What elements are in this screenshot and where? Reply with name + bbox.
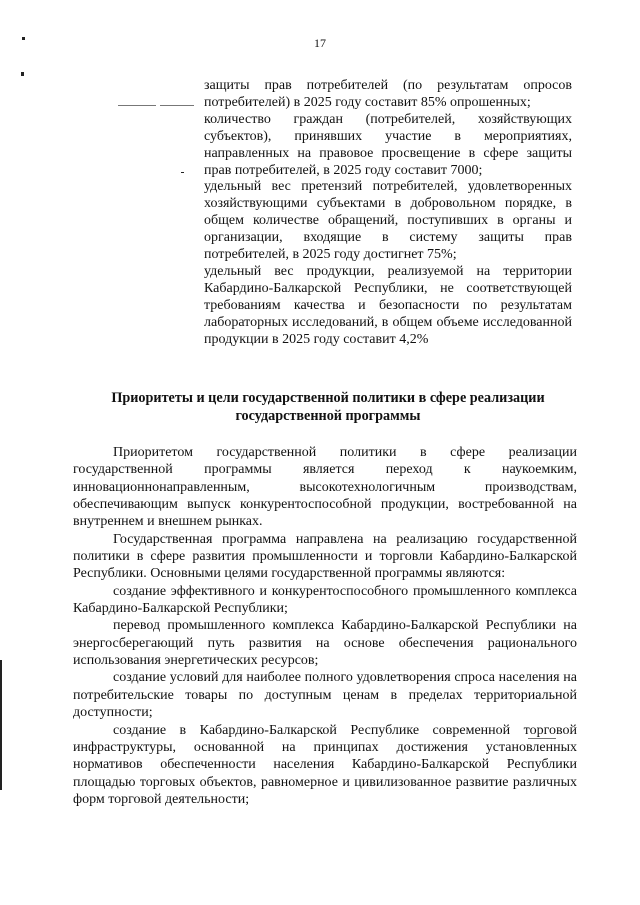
target-indicators-list <box>204 78 572 349</box>
section-heading <box>80 390 576 425</box>
scan-edge <box>0 660 2 790</box>
indicator-item: защиты прав потребителей (по результатам опросов потребителей) в 2025 году составит 85% опрошенных; <box>204 78 572 110</box>
scan-mark <box>118 105 156 106</box>
paragraph: создание эффективного и конкурентоспособного промышленного комплекса Кабардино-Балкарской Республики; <box>73 583 577 617</box>
paragraph: создание в Кабардино-Балкарской Республике современной торговой инфраструктуры, основанной на принципах достижения установленных нормативов обеспеченности населения Кабардино-Балкарской Республики площадью торговых объектов, равномерное и цивилизованное развитие различных форм торговой деятельности; <box>73 722 577 807</box>
scan-mark <box>181 172 184 173</box>
section-heading-line: государственной программы <box>235 407 421 424</box>
indicator-item: удельный вес продукции, реализуемой на территории Кабардино-Балкарской Республики, не соответствующей требованиям качества и безопасности по результатам лабораторных исследований, в общем объеме исследованной продукции в 2025 году составит 4,2% <box>204 263 572 347</box>
paragraph: создание условий для наиболее полного удовлетворения спроса населения на потребительские товары по доступным ценам в пределах территориальной доступности; <box>73 670 577 721</box>
paragraph: перевод промышленного комплекса Кабардино-Балкарской Республики на энергосберегающий путь развития на основе обеспечения рационального использования энергетических ресурсов; <box>73 618 577 669</box>
scan-mark <box>160 105 194 106</box>
scan-mark <box>21 72 24 76</box>
paragraph: Государственная программа направлена на реализацию государственной политики в сфере развития промышленности и торговли Кабардино-Балкарской Республики. Основными целями государственной программы являются: <box>73 531 577 582</box>
body-text <box>73 444 577 808</box>
indicator-item: удельный вес претензий потребителей, удовлетворенных хозяйствующими субъектами в добровольном порядке, в общем количестве обращений, поступивших в органы и организации, входящие в систему защиты прав потребителей, в 2025 году достигнет 75%; <box>204 179 572 263</box>
page-number: 17 <box>314 36 326 50</box>
section-heading-line: Приоритеты и цели государственной политики в сфере реализации <box>111 390 545 406</box>
paragraph: Приоритетом государственной политики в сфере реализации государственной программы является переход к наукоемким, инновационнонаправленным, высокотехнологичным производствам, обеспечивающим выпуск конкурентоспособной продукции, востребованной на внутреннем и внешнем рынках. <box>73 445 577 530</box>
indicator-item: количество граждан (потребителей, хозяйствующих субъектов), принявших участие в мероприятиях, направленных на правовое просвещение в сфере защиты прав потребителей, в 2025 году составит 7000; <box>204 111 572 178</box>
